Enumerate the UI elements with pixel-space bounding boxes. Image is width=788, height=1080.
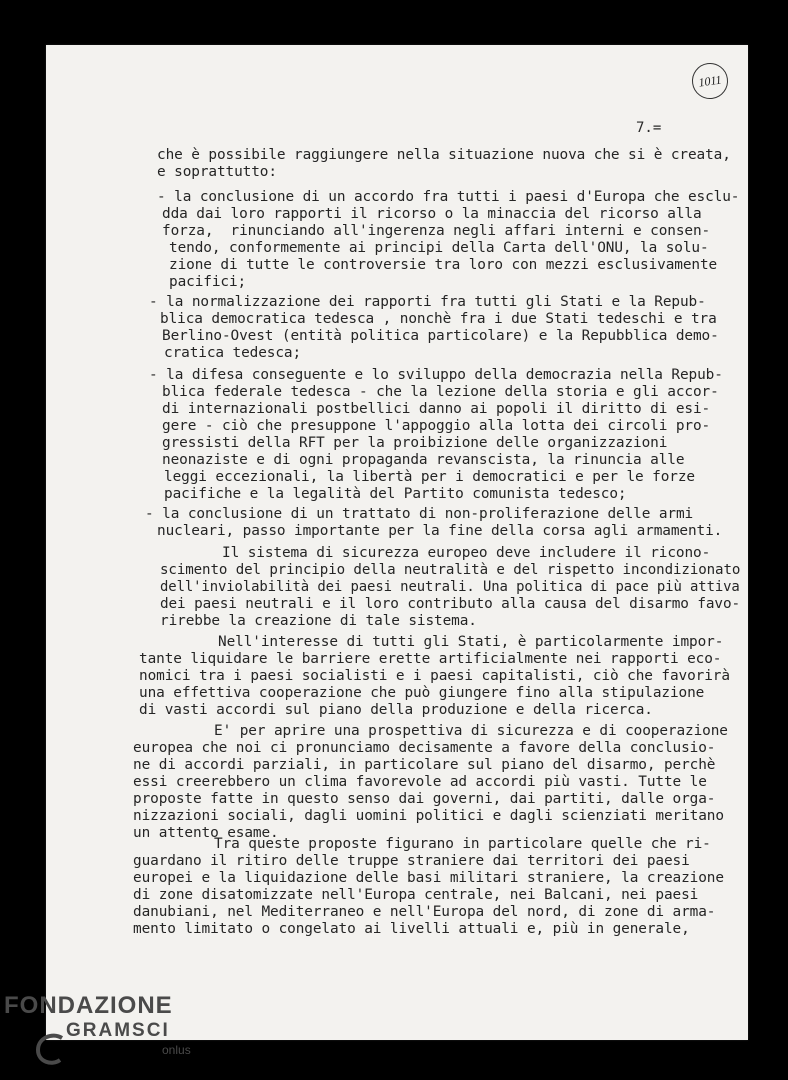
- text-line: pacifici;: [169, 274, 247, 290]
- text-line: rirebbe la creazione di tale sistema.: [160, 613, 477, 629]
- text-line: dell'inviolabilità dei paesi neutrali. Una politica di pace più attiva: [160, 579, 740, 595]
- text-line: Tra queste proposte figurano in particolare quelle che ri-: [214, 836, 711, 852]
- text-line: di internazionali postbellici danno ai popoli il diritto di esi-: [162, 401, 711, 417]
- text-line: una effettiva cooperazione che può giungere fino alla stipulazione: [139, 685, 705, 701]
- text-line: Il sistema di sicurezza europeo deve includere il ricono-: [222, 545, 711, 561]
- archive-stamp: 1011: [690, 61, 731, 102]
- text-line: che è possibile raggiungere nella situazione nuova che si è creata,: [157, 147, 731, 163]
- text-line: essi creerebbero un clima favorevole ad accordi più vasti. Tutte le: [133, 774, 707, 790]
- text-line: - la conclusione di un trattato di non-proliferazione delle armi: [145, 506, 694, 522]
- text-line: tante liquidare le barriere erette artificialmente nei rapporti eco-: [139, 651, 722, 667]
- text-line: Berlino-Ovest (entità politica particolare) e la Repubblica demo-: [162, 328, 719, 344]
- text-line: nizzazioni sociali, dagli uomini politici e dagli scienziati meritano: [133, 808, 724, 824]
- text-line: europei e la liquidazione delle basi militari straniere, la creazione: [133, 870, 724, 886]
- text-line: gressisti della RFT per la proibizione delle organizzazioni: [162, 435, 668, 451]
- text-line: guardano il ritiro delle truppe straniere dai territori dei paesi: [133, 853, 690, 869]
- text-line: europea che noi ci pronunciamo decisamente a favore della conclusio-: [133, 740, 716, 756]
- logo-line-2: GRAMSCI: [66, 1020, 170, 1041]
- text-line: leggi eccezionali, la libertà per i democratici e per le forze: [164, 469, 695, 485]
- text-line: di zone disatomizzate nell'Europa centrale, nei Balcani, nei paesi: [133, 887, 699, 903]
- text-line: cratica tedesca;: [164, 345, 302, 361]
- text-line: mento limitato o congelato ai livelli attuali e, più in generale,: [133, 921, 690, 937]
- text-line: neonaziste e di ogni propaganda revanscista, la rinuncia alle: [162, 452, 685, 468]
- text-line: dei paesi neutrali e il loro contributo alla causa del disarmo favo-: [160, 596, 741, 612]
- text-line: blica democratica tedesca , nonchè fra i due Stati tedeschi e tra: [160, 311, 717, 327]
- page-number: 7.=: [636, 120, 662, 136]
- text-line: blica federale tedesca - che la lezione della storia e gli accor-: [162, 384, 719, 400]
- text-line: nucleari, passo importante per la fine della corsa agli armamenti.: [157, 523, 723, 539]
- text-line: nomici tra i paesi socialisti e i paesi capitalisti, ciò che favorirà: [139, 668, 730, 684]
- text-line: - la conclusione di un accordo fra tutti i paesi d'Europa che esclu-: [157, 189, 740, 205]
- text-line: ne di accordi parziali, in particolare sul piano del disarmo, perchè: [133, 757, 716, 773]
- text-line: un attento esame.: [133, 825, 279, 841]
- text-line: pacifiche e la legalità del Partito comunista tedesco;: [164, 486, 627, 502]
- text-line: forza, rinunciando all'ingerenza negli affari interni e consen-: [162, 223, 711, 239]
- text-line: danubiani, nel Mediterraneo e nell'Europa del nord, di zone di arma-: [133, 904, 716, 920]
- text-line: dda dai loro rapporti il ricorso o la minaccia del ricorso alla: [162, 206, 702, 222]
- text-line: tendo, conformemente ai principi della Carta dell'ONU, la solu-: [169, 240, 709, 256]
- logo-line-1: FONDAZIONE: [4, 992, 173, 1019]
- text-line: proposte fatte in questo senso dai governi, dai partiti, dalle orga-: [133, 791, 716, 807]
- text-line: Nell'interesse di tutti gli Stati, è particolarmente impor-: [218, 634, 724, 650]
- text-line: e soprattutto:: [157, 164, 277, 180]
- text-line: E' per aprire una prospettiva di sicurezza e di cooperazione: [214, 723, 728, 739]
- logo-line-3: onlus: [162, 1043, 191, 1057]
- text-line: gere - ciò che presuppone l'appoggio alla lotta dei circoli pro-: [162, 418, 711, 434]
- text-line: scimento del principio della neutralità e del rispetto incondizionato: [160, 562, 741, 578]
- text-line: zione di tutte le controversie tra loro con mezzi esclusivamente: [169, 257, 718, 273]
- text-line: - la difesa conseguente e lo sviluppo della democrazia nella Repub-: [149, 367, 723, 383]
- text-line: di vasti accordi sul piano della produzione e della ricerca.: [139, 702, 653, 718]
- text-line: - la normalizzazione dei rapporti fra tutti gli Stati e la Repub-: [149, 294, 706, 310]
- logo-swirl-icon: [34, 1032, 68, 1068]
